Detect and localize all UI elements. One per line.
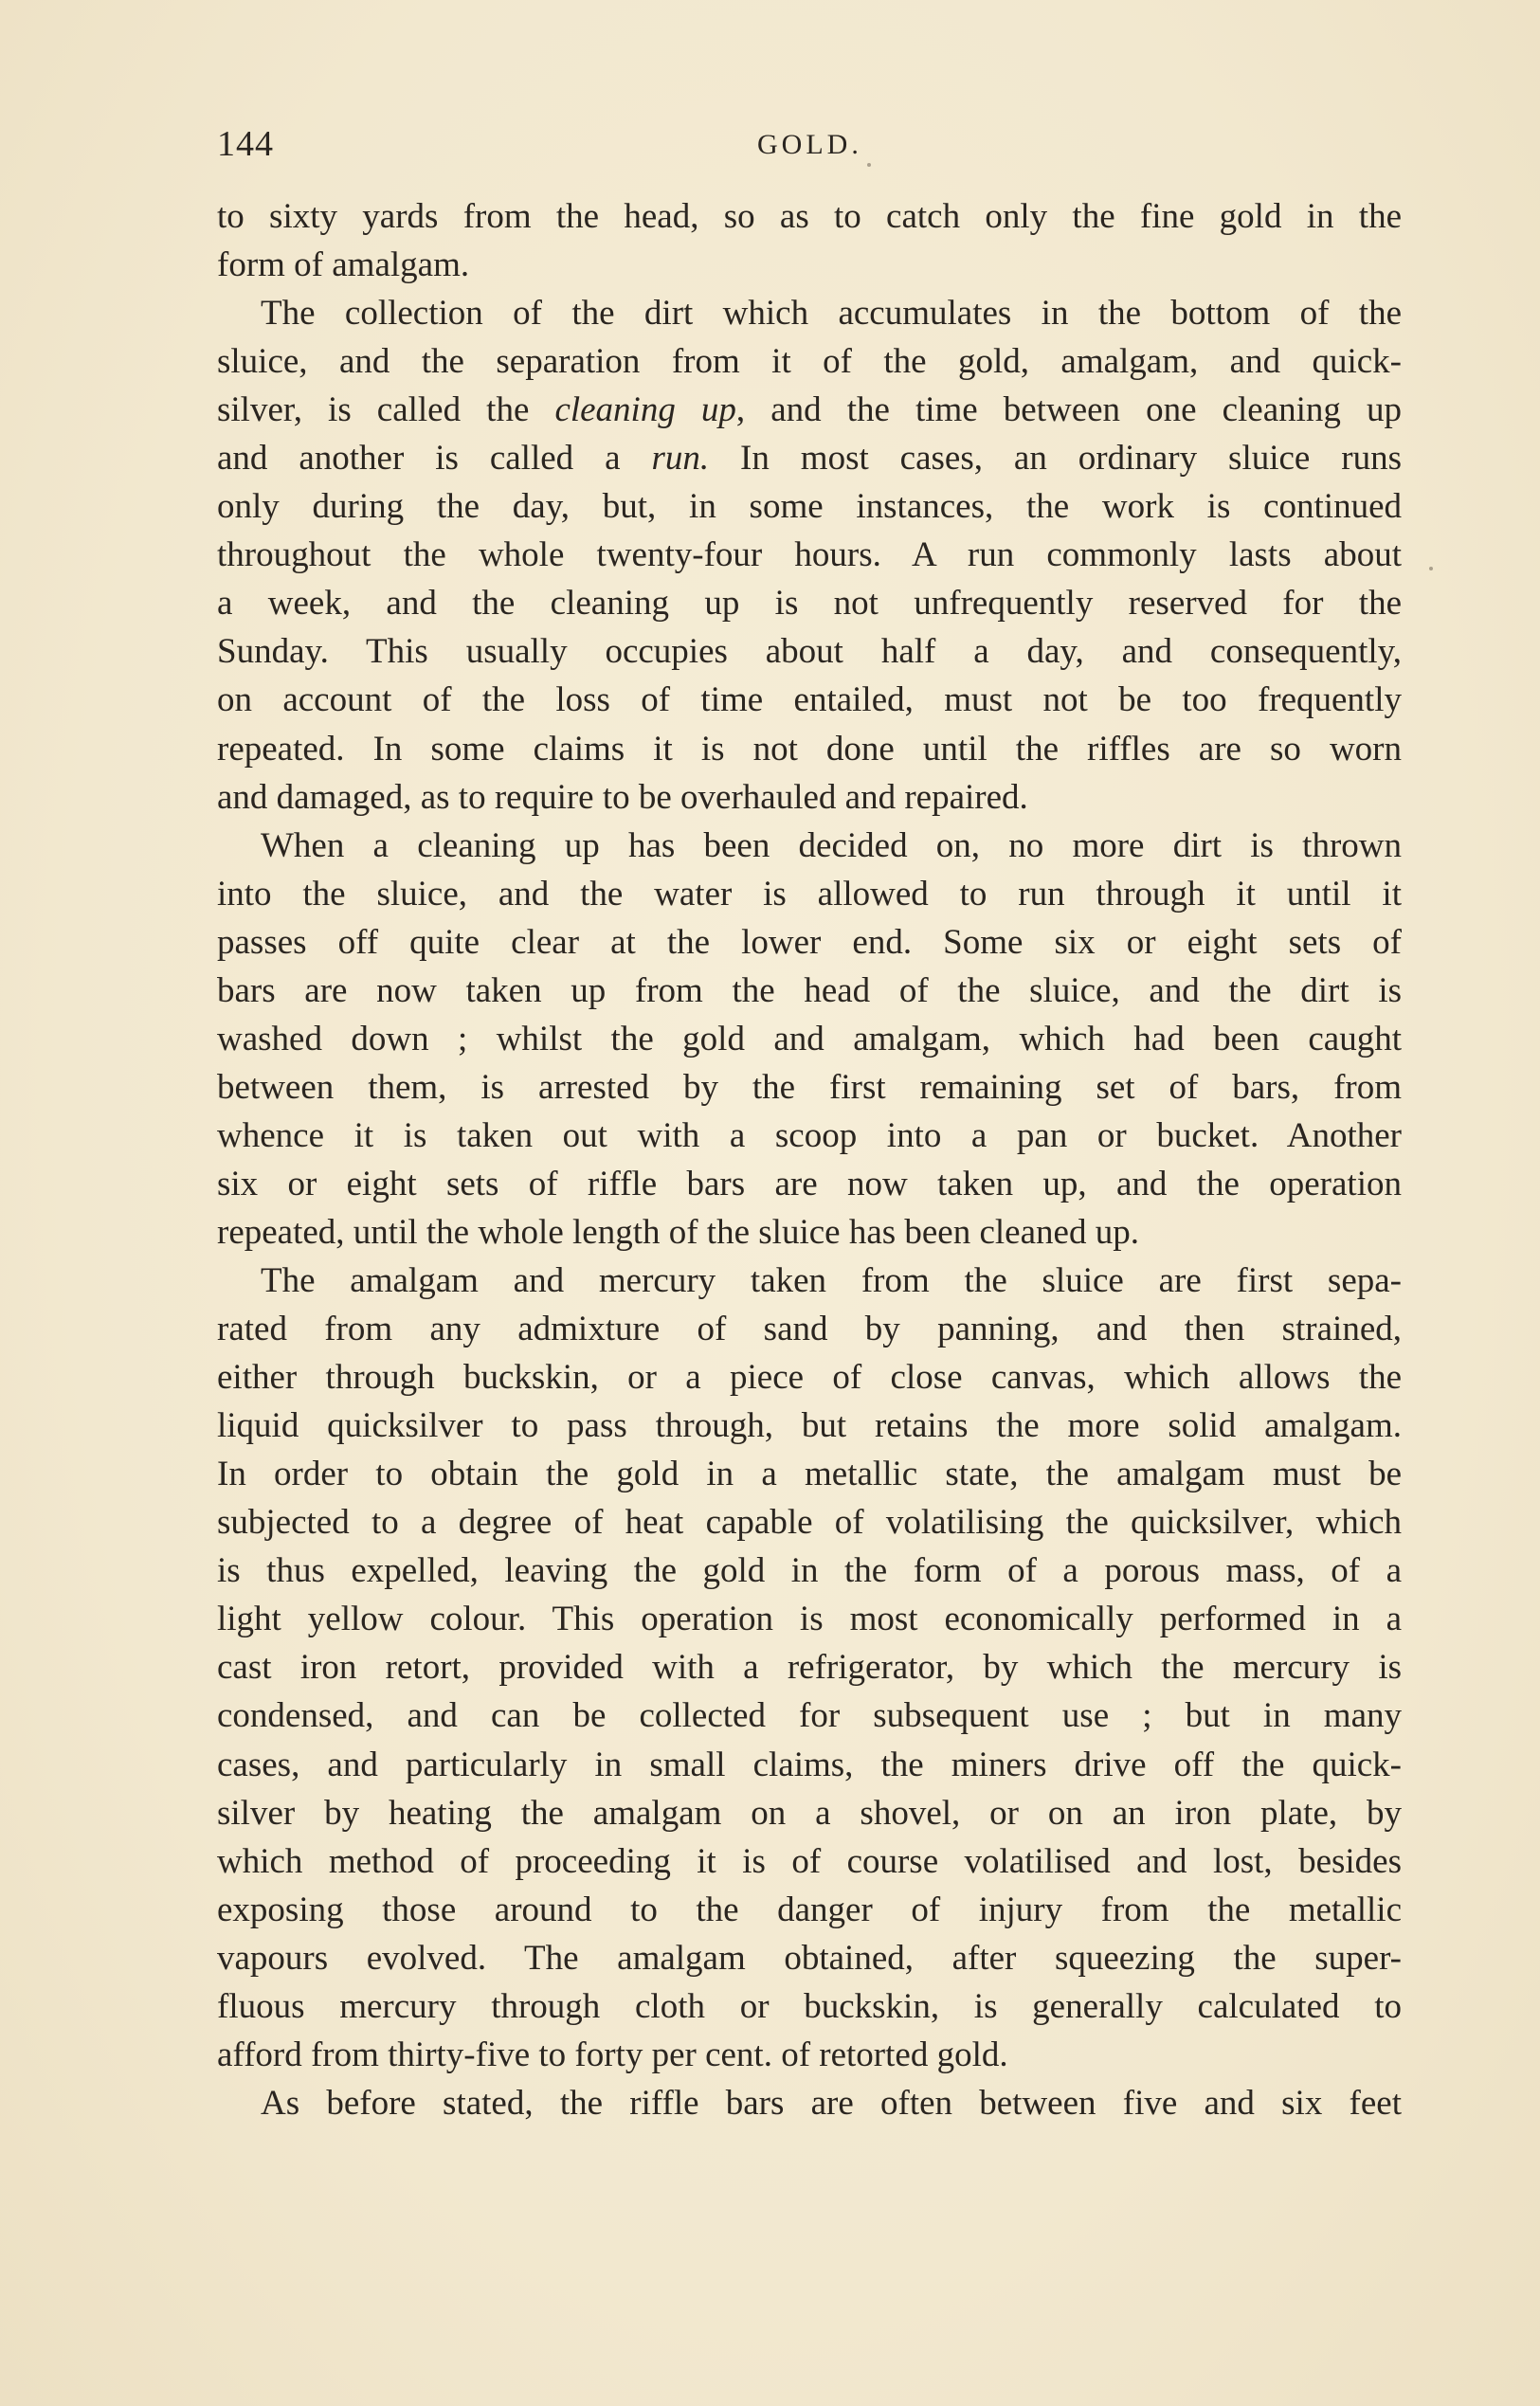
- text-line: [217, 434, 1402, 482]
- text-line: repeated, until the whole length of the sluice has been cleaned up.: [217, 1212, 1139, 1252]
- text-line: subjected to a degree of heat capable of volatilising the quicksilver, which: [217, 1503, 1402, 1543]
- text-line: cases, and particularly in small claims, the miners drive off the quick-: [217, 1745, 1402, 1784]
- italic-term: cleaning up: [554, 390, 736, 430]
- text-line: As before stated, the riffle bars are often between five and six feet: [261, 2083, 1402, 2123]
- text-fragment: and another is called a: [217, 439, 652, 479]
- text-line: Sunday. This usually occupies about half a day, and consequently,: [217, 632, 1402, 672]
- text-line: liquid quicksilver to pass through, but retains the more solid amalgam.: [217, 1406, 1402, 1446]
- body-text: [217, 192, 1402, 2127]
- text-line: condensed, and can be collected for subsequent use ; but in many: [217, 1696, 1402, 1736]
- text-line: whence it is taken out with a scoop into a pan or bucket. Another: [217, 1115, 1402, 1155]
- text-fragment: , and the time between one cleaning up: [735, 390, 1402, 430]
- text-line: silver by heating the amalgam on a shovel, or on an iron plate, by: [217, 1793, 1402, 1833]
- text-line: washed down ; whilst the gold and amalgam, which had been caught: [217, 1019, 1402, 1058]
- text-line: on account of the loss of time entailed, must not be too frequently: [217, 680, 1402, 720]
- text-line: into the sluice, and the water is allowed to run through it until it: [217, 874, 1402, 914]
- running-title: GOLD.: [757, 129, 862, 160]
- text-line: vapours evolved. The amalgam obtained, after squeezing the super-: [217, 1938, 1402, 1978]
- text-line: [217, 386, 1402, 434]
- text-line: only during the day, but, in some instances, the work is continued: [217, 487, 1402, 527]
- text-line: The collection of the dirt which accumulates in the bottom of the: [261, 294, 1402, 334]
- text-line: a week, and the cleaning up is not unfrequently reserved for the: [217, 584, 1402, 624]
- text-line: and damaged, as to require to be overhauled and repaired.: [217, 777, 1028, 817]
- text-line: throughout the whole twenty-four hours. A run commonly lasts about: [217, 535, 1402, 575]
- text-line: between them, is arrested by the first remaining set of bars, from: [217, 1067, 1402, 1107]
- text-line: rated from any admixture of sand by panning, and then strained,: [217, 1310, 1402, 1349]
- text-line: six or eight sets of riffle bars are now taken up, and the operation: [217, 1164, 1402, 1203]
- text-line: light yellow colour. This operation is most economically performed in a: [217, 1600, 1402, 1639]
- text-line: sluice, and the separation from it of the gold, amalgam, and quick-: [217, 342, 1402, 382]
- text-line: repeated. In some claims it is not done until the riffles are so worn: [217, 729, 1402, 769]
- text-line: The amalgam and mercury taken from the sluice are first sepa-: [261, 1261, 1402, 1301]
- print-speck: [1429, 567, 1433, 570]
- text-line: which method of proceeding it is of course volatilised and lost, besides: [217, 1841, 1402, 1881]
- text-line: either through buckskin, or a piece of close canvas, which allows the: [217, 1358, 1402, 1398]
- text-line: fluous mercury through cloth or buckskin, is generally calculated to: [217, 1986, 1402, 2026]
- print-speck: [867, 163, 871, 167]
- text-line: to sixty yards from the head, so as to catch only the fine gold in the: [217, 197, 1402, 236]
- text-line: afford from thirty-five to forty per cent. of retorted gold.: [217, 2035, 1008, 2074]
- text-line: In order to obtain the gold in a metallic state, the amalgam must be: [217, 1455, 1402, 1494]
- running-head: [217, 123, 1402, 171]
- text-line: exposing those around to the danger of injury from the metallic: [217, 1890, 1402, 1929]
- text-fragment: In most cases, an ordinary sluice runs: [709, 439, 1403, 479]
- text-line: form of amalgam.: [217, 245, 470, 285]
- text-line: is thus expelled, leaving the gold in the form of a porous mass, of a: [217, 1551, 1402, 1591]
- text-line: bars are now taken up from the head of the sluice, and the dirt is: [217, 970, 1402, 1010]
- page-number: 144: [217, 124, 274, 164]
- text-line: When a cleaning up has been decided on, no more dirt is thrown: [261, 825, 1402, 865]
- text-fragment: silver, is called the: [217, 390, 555, 430]
- text-line: passes off quite clear at the lower end. Some six or eight sets of: [217, 922, 1402, 962]
- italic-term: run.: [651, 439, 710, 479]
- text-line: cast iron retort, provided with a refrigerator, by which the mercury is: [217, 1648, 1402, 1688]
